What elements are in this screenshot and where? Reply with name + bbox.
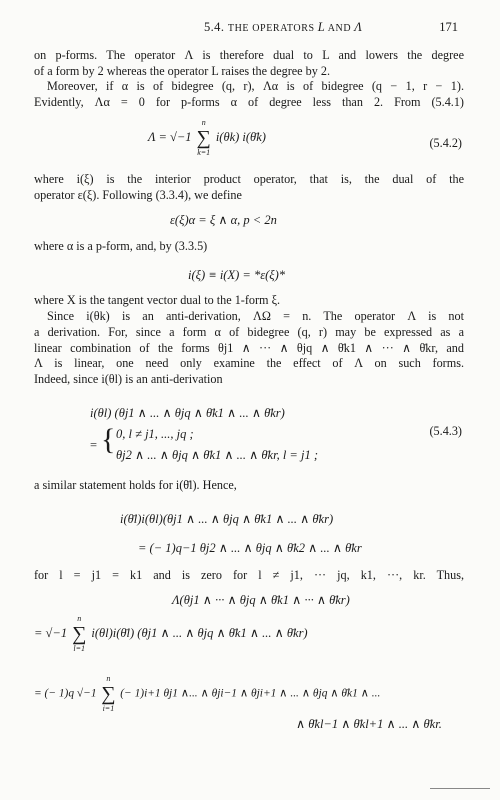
page-number: 171 <box>439 20 458 34</box>
equation-5-4-3-lhs: i(θl) (θj1 ∧ ... ∧ θjq ∧ θ̄k1 ∧ ... ∧ θ̄kr) <box>90 406 285 420</box>
paragraph-1 <box>34 48 464 79</box>
text-line: Indeed, since i(θl) is an anti-derivation <box>34 371 223 386</box>
title-text: THE OPERATORS <box>227 23 318 34</box>
operator-L: L <box>317 20 326 34</box>
running-header <box>0 20 500 36</box>
paragraph-6 <box>34 309 464 325</box>
text-line: operator ε(ξ). Following (3.3.4), we define <box>34 187 242 202</box>
text-line: where X is the tangent vector dual to the 1-form ξ. <box>34 293 281 307</box>
text-line: for l = j1 = k1 and is zero for l ≠ j1, ··· jq, k1, ···, kr. Thus, <box>34 568 464 582</box>
equation-5-4-3-equals: = <box>90 438 98 452</box>
section-number: 5.4. <box>204 20 225 34</box>
paragraph-7 <box>34 478 464 494</box>
equation-double-interior-result: = (− 1)q−1 θj2 ∧ ... ∧ θjq ∧ θ̄k2 ∧ ... ∧ θ̄kr <box>138 541 362 555</box>
text-line: a similar statement holds for i(θ̄l). Hence, <box>34 478 237 492</box>
equation-lambda-line2 <box>34 614 308 653</box>
text-line: Since i(θk) is an anti-derivation, ΛΩ = n. The operator Λ is not <box>47 309 464 323</box>
equation-5-4-2 <box>148 118 266 157</box>
text-line: of a form by 2 whereas the operator L raises the degree by 2. <box>34 63 330 78</box>
eq-body: (− 1)i+1 θj1 ∧... ∧ θji−1 ∧ θji+1 ∧ ... ∧ θjq ∧ θ̄k1 ∧ ... <box>120 687 381 700</box>
sum-lower: i=1 <box>102 704 115 713</box>
equation-lambda-line3 <box>34 674 381 713</box>
equation-double-interior: i(θ̄l)i(θl)(θj1 ∧ ... ∧ θjq ∧ θ̄k1 ∧ ... ∧ θ̄kr) <box>120 512 334 526</box>
equation-epsilon: ε(ξ)α = ξ ∧ α, p < 2n <box>170 213 277 227</box>
summation-sign: ∑ n k=1 <box>196 118 211 157</box>
text-line: on p-forms. The operator Λ is therefore dual to L and lowers the degree <box>34 48 464 62</box>
eq-prefix: = (− 1)q √−1 <box>34 687 97 700</box>
paragraph-4 <box>34 239 464 255</box>
sum-upper: n <box>106 674 111 683</box>
paragraph-8 <box>34 568 464 584</box>
summation-sign: ∑ n l=1 <box>72 614 87 653</box>
running-title <box>204 20 362 35</box>
sum-upper: n <box>77 614 82 623</box>
text-line: linear combination of the forms θj1 ∧ ··· ∧ θjq ∧ θ̄k1 ∧ ··· ∧ θ̄kr, and <box>34 340 464 355</box>
page-bottom-rule <box>430 788 490 789</box>
eq-body: i(θl)i(θ̄l) (θj1 ∧ ... ∧ θjq ∧ θ̄k1 ∧ ... ∧ θ̄kr) <box>91 625 308 640</box>
equation-lambda-line4: ∧ θ̄kl−1 ∧ θ̄kl+1 ∧ ... ∧ θ̄kr. <box>296 717 442 731</box>
text-line: a derivation. For, since a form α of bidegree (q, r) may be expressed as a <box>34 325 464 339</box>
paragraph-5 <box>34 293 464 309</box>
eq-prefix: = √−1 <box>34 625 68 640</box>
title-and: AND <box>325 23 355 34</box>
equation-lambda-lhs: Λ(θj1 ∧ ··· ∧ θjq ∧ θ̄k1 ∧ ··· ∧ θ̄kr) <box>172 593 350 607</box>
eq-lhs: Λ = √−1 <box>148 129 192 144</box>
case-nonzero: θj2 ∧ ... ∧ θjq ∧ θ̄k1 ∧ ... ∧ θ̄kr, l = j1 ; <box>116 448 318 462</box>
equation-number: (5.4.3) <box>429 424 462 438</box>
paragraph-3 <box>34 172 464 203</box>
text-line: where i(ξ) is the interior product operator, that is, the dual of the <box>34 172 464 186</box>
sum-lower: k=1 <box>197 148 211 157</box>
sum-upper: n <box>201 118 206 127</box>
equation-number: (5.4.2) <box>429 136 462 150</box>
sum-lower: l=1 <box>73 644 86 653</box>
paragraph-2 <box>34 79 464 95</box>
summation-sign: ∑ n i=1 <box>101 674 116 713</box>
text-line: Λ is linear, one need only examine the effect of Λ on such forms. <box>34 356 464 370</box>
text-line: Evidently, Λα = 0 for p-forms α of degree less than 2. From (5.4.1) <box>34 95 464 109</box>
text-line: Moreover, if α is of bidegree (q, r), Λα is of bidegree (q − 1, r − 1). <box>47 79 464 93</box>
paragraph-6b <box>34 325 464 387</box>
equation-interior: i(ξ) ≡ i(X) = *ε(ξ)* <box>188 268 286 282</box>
text-line: where α is a p-form, and, by (3.3.5) <box>34 239 208 253</box>
operator-lambda: Λ <box>354 20 363 34</box>
eq-rhs: i(θk) i(θ̄k) <box>215 129 266 144</box>
paragraph-2b <box>34 95 464 111</box>
cases-brace: { <box>101 423 116 456</box>
case-zero: 0, l ≠ j1, ..., jq ; <box>116 427 194 441</box>
